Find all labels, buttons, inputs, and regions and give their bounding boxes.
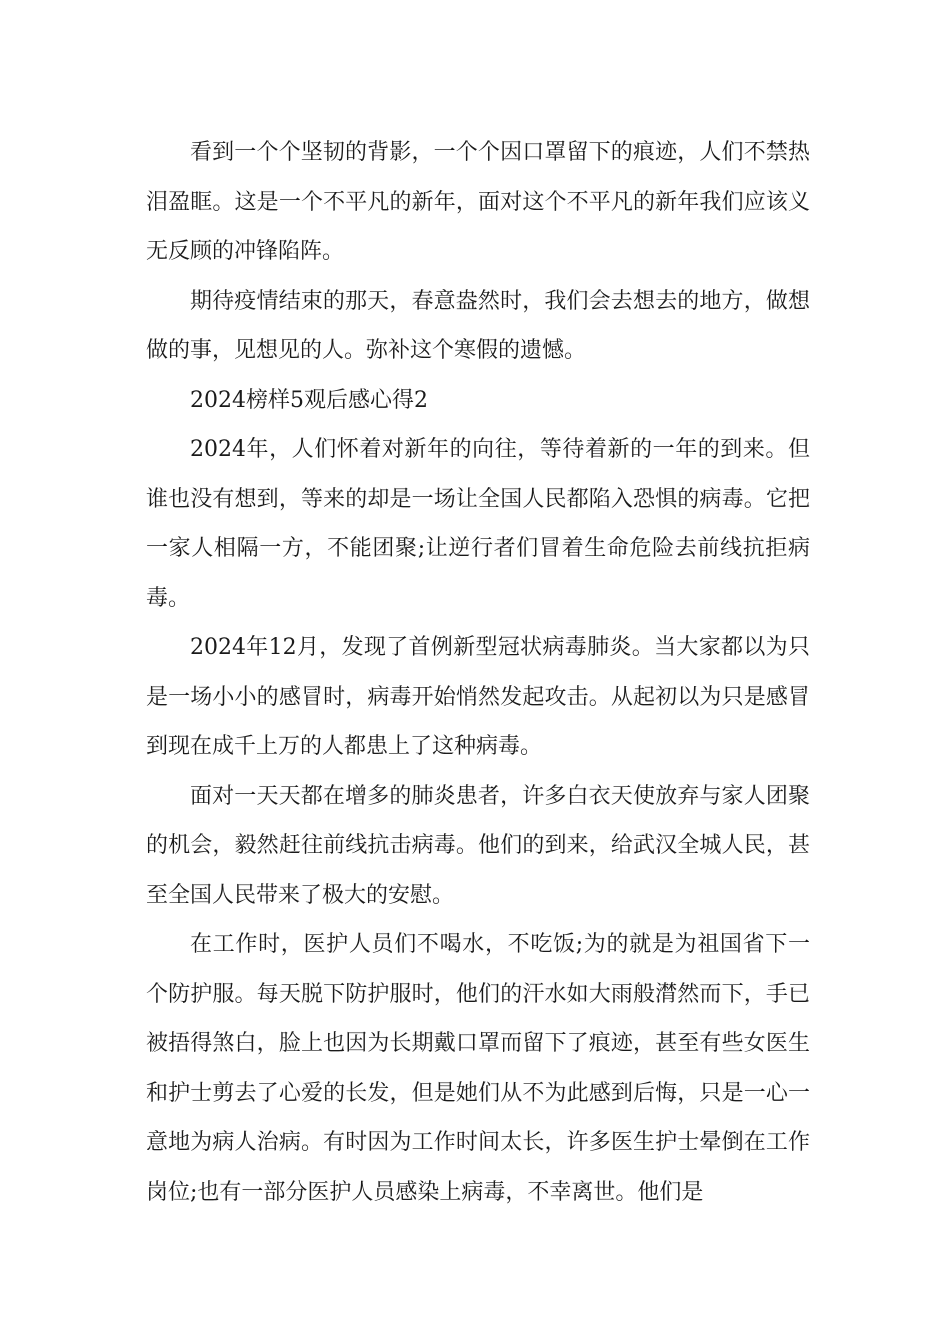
paragraph-5: 面对一天天都在增多的肺炎患者，许多白衣天使放弃与家人团聚的机会，毅然赶往前线抗击病毒。他们的到来，给武汉全城人民，甚至全国人民带来了极大的安慰。: [146, 783, 810, 908]
document-body: [146, 128, 810, 1217]
paragraph-1: 看到一个个坚韧的背影，一个个因口罩留下的痕迹，人们不禁热泪盈眶。这是一个不平凡的新年，面对这个不平凡的新年我们应该义无反顾的冲锋陷阵。: [146, 140, 810, 264]
paragraph-3: 2024年，人们怀着对新年的向往，等待着新的一年的到来。但谁也没有想到，等来的却是一场让全国人民都陷入恐惧的病毒。它把一家人相隔一方，不能团聚;让逆行者们冒着生命危险去前线抗拒病毒。: [146, 437, 810, 611]
paragraph-2: 期待疫情结束的那天，春意盎然时，我们会去想去的地方，做想做的事，见想见的人。弥补这个寒假的遗憾。: [146, 288, 810, 363]
section-heading: 2024榜样5观后感心得2: [190, 387, 428, 413]
paragraph-6: 在工作时，医护人员们不喝水，不吃饭;为的就是为祖国省下一个防护服。每天脱下防护服时，他们的汗水如大雨般潸然而下，手已被捂得煞白，脸上也因为长期戴口罩而留下了痕迹，甚至有些女医生和护士剪去了心爱的长发，但是她们从不为此感到后悔，只是一心一意地为病人治病。有时因为工作时间太长，许多医生护士晕倒在工作岗位;也有一部分医护人员感染上病毒，不幸离世。他们是: [146, 932, 810, 1205]
paragraph-4: 2024年12月，发现了首例新型冠状病毒肺炎。当大家都以为只是一场小小的感冒时，病毒开始悄然发起攻击。从起初以为只是感冒到现在成千上万的人都患上了这种病毒。: [146, 635, 810, 759]
